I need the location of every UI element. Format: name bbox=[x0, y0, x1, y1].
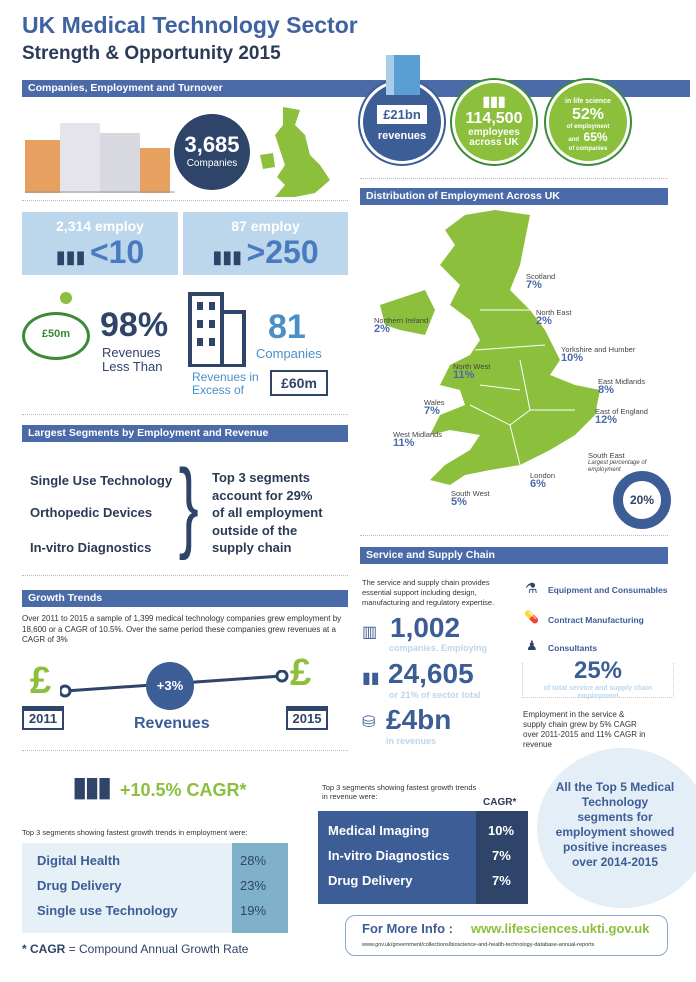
region-south-west: South West 5% bbox=[451, 489, 490, 508]
table-cell-name: Medical Imaging bbox=[328, 823, 430, 838]
revenue-change-circle: +3% bbox=[146, 662, 194, 710]
large-employ-value: >250 bbox=[246, 234, 319, 270]
banknote-value: £60m bbox=[270, 370, 328, 396]
employees-label: employees bbox=[468, 127, 520, 138]
region-yorkshire: Yorkshire and Humber 10% bbox=[561, 345, 636, 364]
skyscraper-icon bbox=[386, 55, 420, 95]
flask-icon: ⚗ bbox=[525, 580, 538, 596]
service-share-label: of total service and supply chain employment bbox=[543, 685, 653, 700]
summary-line: Top 3 segments bbox=[212, 470, 311, 485]
summary-line: of all employment bbox=[212, 505, 323, 520]
more-info-box bbox=[345, 915, 668, 956]
coins-icon: ⛁ bbox=[362, 714, 376, 731]
region-north-east: North East 2% bbox=[536, 308, 572, 327]
region-east-of-england: East of England 12% bbox=[595, 407, 648, 426]
region-scotland: Scotland 7% bbox=[526, 272, 556, 291]
table-cell-name: Single use Technology bbox=[37, 903, 178, 918]
section-segments: Largest Segments by Employment and Revenue bbox=[22, 425, 348, 442]
service-revenue: £4bn bbox=[386, 704, 452, 735]
building-icon: ▥ bbox=[362, 624, 378, 641]
region-west-midlands: West Midlands 11% bbox=[393, 430, 443, 449]
companies-count: 3,685 bbox=[184, 132, 240, 157]
table-cell-value: 19% bbox=[240, 903, 267, 918]
table-cell-name: Digital Health bbox=[37, 853, 121, 868]
revenues-label: Revenues bbox=[134, 715, 210, 732]
growth-text: Over 2011 to 2015 a sample of 1,399 medical technology companies grew employment by 18,600 or a CAGR of 10.5%. Over the same period these companies grew revenues at a CAGR of 3% bbox=[22, 614, 342, 644]
people-icon: ▮▮ bbox=[362, 670, 380, 687]
employment-intro: Top 3 segments showing fastest growth trends in employment were: bbox=[22, 828, 248, 837]
life-and: and bbox=[568, 137, 580, 143]
consultant-icon: ♟ bbox=[526, 638, 538, 653]
table-cell-name: Drug Delivery bbox=[37, 878, 122, 893]
employees-value: 114,500 bbox=[465, 110, 523, 127]
table-cell-name: Drug Delivery bbox=[328, 873, 413, 888]
service-revenue-label: in revenues bbox=[386, 736, 437, 746]
uk-map-small bbox=[255, 105, 335, 200]
people-icon: ▮▮▮ bbox=[55, 247, 86, 267]
segment-item: Orthopedic Devices bbox=[30, 505, 153, 520]
service-intro: The service and supply chain provides essential support including design, manufacturing and regulatory expertise. bbox=[362, 578, 495, 607]
life-science-circle bbox=[546, 80, 630, 164]
footnote-term: * CAGR bbox=[22, 942, 66, 956]
page-subtitle: Strength & Opportunity 2015 bbox=[22, 43, 281, 64]
excess-2: Excess of bbox=[192, 383, 245, 397]
service-share: 25% bbox=[573, 657, 623, 684]
table-cell-value: 7% bbox=[492, 848, 511, 863]
life-pct-companies: 65% bbox=[583, 130, 608, 144]
revenue-table-header: CAGR* bbox=[483, 797, 517, 808]
pct-label-2: Less Than bbox=[102, 359, 163, 374]
region-south-east: South East Largest percentage of employment bbox=[588, 451, 647, 473]
companies-circle bbox=[174, 114, 250, 190]
share-box bbox=[522, 657, 674, 700]
section-distribution: Distribution of Employment Across UK bbox=[360, 188, 668, 205]
south-east-donut: 20% bbox=[613, 471, 671, 529]
revenues-less-label bbox=[102, 346, 162, 374]
companies-label: Companies bbox=[186, 158, 238, 169]
small-companies-box bbox=[22, 212, 178, 275]
page-title: UK Medical Technology Sector bbox=[22, 12, 358, 38]
calendar-2011: 2011 bbox=[22, 706, 64, 730]
piggy-bank-icon: £50m bbox=[22, 312, 90, 360]
employment-cagr: +10.5% CAGR* bbox=[120, 780, 247, 800]
people-icon: ▮▮▮ bbox=[212, 247, 243, 267]
revenue-value: £21bn bbox=[377, 105, 427, 124]
service-type: Consultants bbox=[548, 643, 598, 653]
region-wales: Wales 7% bbox=[424, 398, 445, 417]
service-employees-label: or 21% of sector total bbox=[389, 690, 481, 700]
pct-label-1: Revenues bbox=[102, 345, 161, 360]
employees-label-2: across UK bbox=[469, 137, 519, 148]
pound-icon: £ bbox=[290, 652, 312, 694]
info-link[interactable]: www.lifesciences.ukti.gov.uk bbox=[471, 921, 650, 936]
revenue-intro: Top 3 segments showing fastest growth trends in revenue were: bbox=[322, 783, 477, 801]
segments-summary bbox=[212, 469, 323, 557]
region-northern-ireland: Northern Ireland 2% bbox=[374, 316, 429, 335]
companies-over-label: Companies bbox=[256, 346, 322, 361]
pills-icon: 💊 bbox=[524, 610, 539, 624]
service-growth: Employment in the service & supply chain grew by 5% CAGR over 2011-2015 and 11% CAGR in revenue bbox=[523, 710, 646, 749]
table-cell-value: 28% bbox=[240, 853, 267, 868]
summary-line: outside of the bbox=[212, 522, 298, 538]
companies-over-count: 81 bbox=[268, 308, 306, 346]
brace-divider: } bbox=[178, 449, 199, 561]
table-cell-name: In-vitro Diagnostics bbox=[328, 848, 450, 863]
large-employ-head: 87 employ bbox=[231, 218, 300, 234]
pound-icon: £ bbox=[30, 660, 52, 702]
life-label-companies: of companies bbox=[568, 146, 608, 152]
service-companies-label: companies. Employing bbox=[389, 643, 488, 653]
section-service: Service and Supply Chain bbox=[360, 547, 668, 564]
people-icon: ▮▮▮ bbox=[72, 771, 110, 802]
summary-line: account for 29% bbox=[212, 487, 313, 503]
region-london: London 6% bbox=[530, 471, 556, 490]
life-pct-employment: 52% bbox=[571, 106, 605, 123]
cagr-footnote bbox=[22, 942, 248, 956]
revenue-growth-table bbox=[318, 811, 528, 904]
table-cell-value: 7% bbox=[492, 873, 511, 888]
excess-1: Revenues in bbox=[192, 370, 259, 384]
small-employ-value: <10 bbox=[89, 234, 145, 270]
coin-icon bbox=[60, 292, 72, 304]
service-employees: 24,605 bbox=[388, 658, 474, 689]
life-top: in life science bbox=[565, 98, 611, 105]
section-growth: Growth Trends bbox=[22, 590, 348, 607]
office-building-icon bbox=[188, 292, 248, 367]
small-employ-head: 2,314 employ bbox=[56, 218, 144, 234]
segment-item: In-vitro Diagnostics bbox=[30, 540, 152, 555]
employees-circle bbox=[452, 80, 536, 164]
service-companies: 1,002 bbox=[390, 612, 461, 643]
calendar-2015: 2015 bbox=[286, 706, 328, 730]
people-icon: ▮▮▮ bbox=[482, 93, 506, 109]
large-companies-box bbox=[183, 212, 348, 275]
table-cell-value: 10% bbox=[488, 823, 515, 838]
info-sub-link[interactable]: www.gov.uk/government/collections/bioscience-and-health-technology-database-annual-reports bbox=[362, 942, 595, 948]
region-east-midlands: East Midlands 8% bbox=[598, 377, 646, 396]
employment-growth-table bbox=[22, 843, 288, 933]
table-cell-value: 23% bbox=[240, 878, 267, 893]
top5-bubble: All the Top 5 Medical Technology segments for employment showed positive increases over 2014-2015 bbox=[537, 748, 696, 908]
segment-item: Single Use Technology bbox=[30, 473, 173, 488]
region-north-west: North West 11% bbox=[453, 362, 491, 381]
life-label-employment: of employment bbox=[566, 124, 610, 130]
summary-line: supply chain bbox=[212, 540, 292, 555]
more-info-label: For More Info : bbox=[362, 921, 453, 936]
service-type: Equipment and Consumables bbox=[548, 585, 668, 595]
revenue-label: revenues bbox=[377, 130, 427, 142]
section-companies: Companies, Employment and Turnover bbox=[22, 80, 690, 97]
service-type: Contract Manufacturing bbox=[548, 615, 644, 625]
revenues-pct: 98% bbox=[100, 306, 169, 344]
buildings-illustration bbox=[25, 118, 175, 193]
footnote-def: = Compound Annual Growth Rate bbox=[65, 942, 249, 956]
excess-label bbox=[192, 371, 259, 397]
